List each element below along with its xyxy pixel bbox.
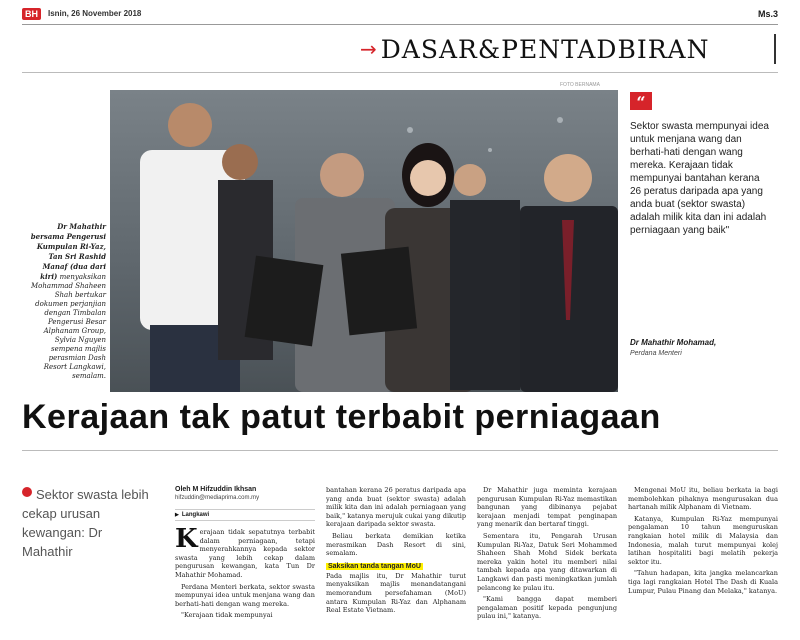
section-rule bbox=[22, 72, 778, 73]
dateline-location: Langkawi bbox=[181, 512, 210, 518]
dateline bbox=[175, 509, 315, 521]
section-arrow-icon: → bbox=[360, 37, 377, 61]
headline: Kerajaan tak patut terbabit perniagaan bbox=[22, 398, 661, 436]
article-column-2 bbox=[326, 486, 466, 636]
newspaper-logo: BH bbox=[22, 8, 41, 20]
quote-icon: “ bbox=[630, 92, 652, 110]
summary-box bbox=[22, 484, 152, 560]
masthead bbox=[22, 8, 778, 24]
masthead-rule bbox=[22, 24, 778, 25]
issue-date: Isnin, 26 November 2018 bbox=[48, 9, 142, 18]
article-column-4 bbox=[628, 486, 778, 636]
photo-caption bbox=[26, 222, 106, 381]
article-paragraph: "Kami bangga dapat memberi pengalaman positif kepada pengunjung pulau ini," katanya. bbox=[477, 595, 617, 621]
section-name: DASAR&PENTADBIRAN bbox=[380, 34, 710, 64]
article-column-3 bbox=[477, 486, 617, 636]
headline-rule bbox=[22, 450, 778, 451]
triangle-icon: ▶ bbox=[175, 512, 179, 518]
article-paragraph: Dr Mahathir juga meminta kerajaan pengurusan Kumpulan Ri-Yaz memastikan bangunan yang dibinanya pejabat kerajaan menjadi tempat penginapan yang menarik dan bertaraf tinggi. bbox=[477, 486, 617, 529]
byline-author: Oleh M Hifzuddin Ikhsan bbox=[175, 486, 257, 493]
quote-author: Dr Mahathir Mohamad, bbox=[630, 338, 717, 347]
article-paragraph: "Kerajaan tidak mempunyai bbox=[181, 611, 273, 620]
section-bar bbox=[774, 34, 776, 64]
bullet-icon bbox=[22, 487, 32, 497]
quote-text: Sektor swasta mempunyai idea untuk menjana wang dan berhati-hati dengan wang mereka. Kerajaan tidak mempunyai bantahan kerana 26 peratus daripada apa yang anda buat (sektor swasta) adalah milik kita dan ini adalah perniagaan yang baik" bbox=[630, 121, 769, 236]
article-paragraph: Kerajaan tidak sepatutnya terbabit dalam perniagaan, tetapi menyerahkannya kepada sektor swasta yang lebih cekap dalam pengurusan kewangan, kata Tun Dr Mahathir Mohamad. bbox=[175, 528, 315, 579]
quote-role: Perdana Menteri bbox=[630, 350, 682, 357]
photo-credit: FOTO BERNAMA bbox=[560, 82, 600, 88]
article-paragraph: "Tahun hadapan, kita jangka melancarkan tiga lagi rangkaian Hotel The Dash di Kuala Lumpur, Pulau Pinang dan Melaka," katanya. bbox=[628, 569, 778, 595]
article-paragraph: Sementara itu, Pengarah Urusan Kumpulan Ri-Yaz, Datuk Seri Mohammed Shaheen Shah Mohd Sidek berkata mereka yakin hotel itu memberi nilai tambah kepada apa yang ditawarkan di Langkawi dan pasti meningkatkan jumlah pelancong ke pulau itu. bbox=[477, 531, 617, 592]
section-header bbox=[360, 32, 778, 66]
page-number: Ms.3 bbox=[757, 9, 778, 19]
article-paragraph: Katanya, Kumpulan Ri-Yaz mempunyai pengalaman 10 tahun menguruskan rangkaian hotel milik di Malaysia dan Indonesia, malah turut mempunyai kolej latihan hospitaliti bagi melatih pekerja sektor itu. bbox=[628, 514, 778, 566]
article-column-1 bbox=[175, 528, 315, 638]
summary-text: Sektor swasta lebih cekap urusan kewangan: Dr Mahathir bbox=[22, 487, 149, 559]
caption-text: menyaksikan Mohammad Shaheen Shah bertukar dokumen perjanjian dengan Timbalan Pengerusi Besar Alphanam Group, Sylvia Nguyen sempena majlis perasmian Dash Resort Langkawi, semalam. bbox=[31, 273, 106, 380]
pull-quote bbox=[630, 92, 778, 392]
article-paragraph: Beliau berkata demikian ketika merasmikan Dash Resort di sini, semalam. bbox=[326, 531, 466, 558]
article-paragraph: Perdana Menteri berkata, sektor swasta mempunyai idea untuk menjana wang dan berhati-hati dengan wang mereka. bbox=[175, 582, 315, 608]
news-photo bbox=[110, 90, 618, 392]
article-paragraph: Mengenai MoU itu, beliau berkata ia bagi membolehkan pihaknya mengurusakan dua hartanah milik Alphanam di Vietnam. bbox=[628, 486, 778, 512]
byline bbox=[175, 486, 315, 521]
news-photo-illustration bbox=[110, 90, 618, 392]
article-subhead: Saksikan tanda tangan MoU bbox=[328, 562, 421, 570]
dropcap: K bbox=[175, 528, 198, 554]
caption-lead: Dr Mahathir bersama Pengerusi Kumpulan Ri-Yaz, Tan Sri Rashid Manaf (dua dari kiri) bbox=[30, 222, 106, 281]
byline-email: hifzuddin@mediaprima.com.my bbox=[175, 495, 260, 501]
article-paragraph: bantahan kerana 26 peratus daripada apa yang anda buat (sektor swasta) adalah milik kita dan ini adalah perniagaan yang baik," katanya merujuk cukai yang dikutip kerajaan daripada sektor swasta. bbox=[326, 486, 466, 529]
article-paragraph: Pada majlis itu, Dr Mahathir turut menyaksikan majlis menandatangani memorandum persefahaman (MoU) antara Kumpulan Ri-Yaz dan Alphanam Real Estate Vietnam. bbox=[326, 571, 466, 615]
